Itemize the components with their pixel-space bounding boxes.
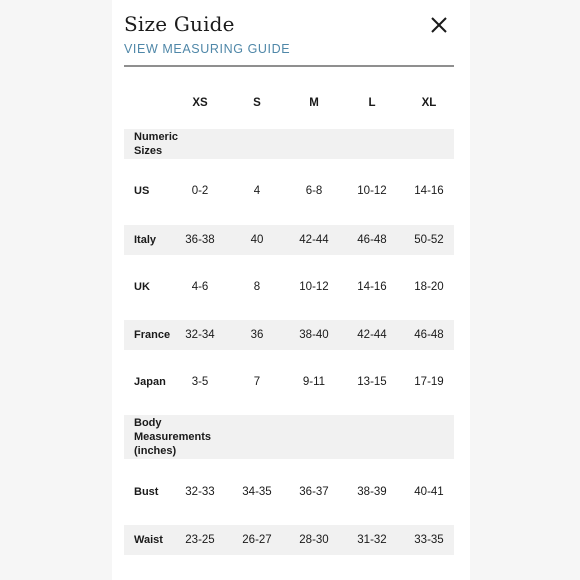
column-header-l: L (368, 97, 376, 109)
table-cell: 34-35 (242, 486, 272, 498)
table-cell: 4-6 (191, 281, 209, 293)
table-cell: 14-16 (357, 281, 387, 293)
table-cell: 50-52 (414, 234, 444, 246)
close-icon (428, 14, 450, 36)
table-cell: 23-25 (185, 534, 215, 546)
table-cell: 18-20 (414, 281, 444, 293)
table-row (124, 272, 454, 302)
table-cell: 38-40 (299, 329, 329, 341)
table-row (124, 176, 454, 206)
table-cell: 7 (253, 376, 261, 388)
section-label: Numeric Sizes (134, 131, 179, 157)
table-cell: 8 (253, 281, 261, 293)
table-row (124, 320, 454, 350)
table-row (124, 525, 454, 555)
table-cell: 3-5 (191, 376, 209, 388)
row-label: US (134, 185, 150, 197)
table-cell: 10-12 (357, 185, 387, 197)
table-cell: 6-8 (305, 185, 323, 197)
close-button[interactable] (428, 14, 450, 36)
section-label: Body Measurements (inches) (134, 417, 212, 457)
row-label: Italy (134, 234, 157, 246)
table-row (124, 367, 454, 397)
table-cell: 36-37 (299, 486, 329, 498)
table-cell: 42-44 (299, 234, 329, 246)
column-header-s: S (253, 97, 261, 109)
table-cell: 17-19 (414, 376, 444, 388)
section-header-body-measurements (124, 415, 454, 459)
table-cell: 42-44 (357, 329, 387, 341)
page-title: Size Guide (124, 12, 235, 36)
table-row (124, 225, 454, 255)
row-label: Bust (134, 486, 159, 498)
table-cell: 33-35 (414, 534, 444, 546)
section-header-numeric-sizes (124, 129, 454, 159)
column-header-xl: XL (421, 97, 437, 109)
table-cell: 10-12 (299, 281, 329, 293)
table-cell: 9-11 (302, 376, 326, 388)
table-cell: 40-41 (414, 486, 444, 498)
table-cell: 36-38 (185, 234, 215, 246)
table-cell: 28-30 (299, 534, 329, 546)
table-cell: 36 (250, 329, 264, 341)
table-cell: 26-27 (242, 534, 272, 546)
view-measuring-guide-link[interactable]: VIEW MEASURING GUIDE (124, 42, 291, 56)
table-row (124, 477, 454, 507)
table-cell: 14-16 (414, 185, 444, 197)
row-label: France (134, 329, 171, 341)
table-cell: 40 (250, 234, 264, 246)
table-cell: 32-33 (185, 486, 215, 498)
table-header (124, 92, 454, 114)
divider (124, 65, 454, 67)
column-header-m: M (309, 97, 319, 109)
table-cell: 0-2 (191, 185, 209, 197)
column-header-xs: XS (192, 97, 208, 109)
row-label: Japan (134, 376, 166, 388)
row-label: Waist (134, 534, 163, 546)
row-label: UK (134, 281, 150, 293)
table-cell: 4 (253, 185, 261, 197)
table-cell: 32-34 (185, 329, 215, 341)
table-cell: 46-48 (414, 329, 444, 341)
table-cell: 31-32 (357, 534, 387, 546)
table-cell: 38-39 (357, 486, 387, 498)
table-cell: 13-15 (357, 376, 387, 388)
table-cell: 46-48 (357, 234, 387, 246)
